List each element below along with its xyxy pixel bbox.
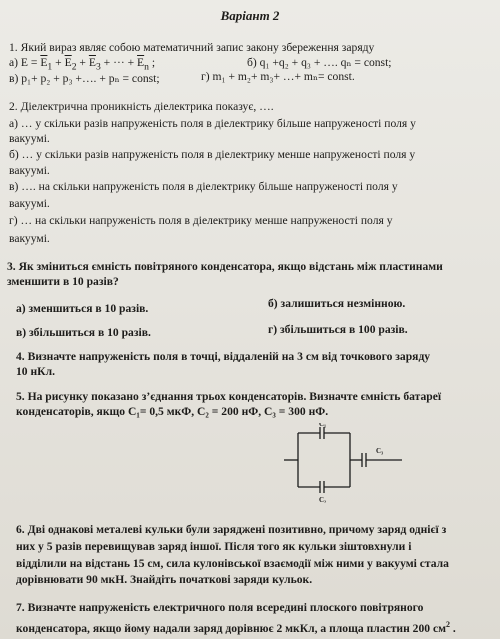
q1-a-dots: + ··· +	[100, 56, 138, 69]
q1-a-term-3: $\overline{E}$	[88, 56, 96, 69]
q3-option-b: б) залишиться незмінною.	[268, 297, 406, 310]
q1-a-sep-2: +	[76, 56, 89, 69]
q2-line-1: а) … у скільки разів напруженість поля в діелектрику більше напруженості поля у	[9, 117, 416, 130]
capacitor-circuit-diagram	[280, 423, 410, 503]
q2-line-7: г) … на скільки напруженість поля в діелектрику менше напруженості поля у	[9, 214, 393, 227]
q2-line-4: вакуумі.	[9, 164, 50, 177]
q1-option-d: г) m₁ + m₂+ m₃+ …+ mₙ= const.	[201, 70, 355, 83]
q6-line-2: них у 5 разів перевищував заряд іншої. Після того як кульки зіштовхнули і	[16, 540, 412, 553]
q5-line-1: 5. На рисунку показано з’єднання трьох конденсаторів. Визначте ємність батареї	[16, 390, 442, 403]
q6-line-1: 6. Дві однакові металеві кульки були заряджені позитивно, причому заряд однієї з	[16, 523, 447, 536]
q1-a-term-2: $\overline{E}$	[64, 56, 72, 69]
q2-line-3: б) … у скільки разів напруженість поля в діелектрику менше напруженості поля у	[9, 148, 416, 161]
q7-line-1: 7. Визначте напруженість електричного поля всередині плоского повітряного	[16, 601, 424, 614]
q3-option-d: г) збільшиться в 100 разів.	[268, 323, 408, 336]
variant-title: Варіант 2	[220, 8, 280, 23]
q1-a-sub-n: n	[144, 61, 149, 73]
q1-option-b: б) q₁ +q₂ + q₃ + …. qₙ = const;	[247, 56, 392, 69]
q1-a-sub-1: 1	[47, 61, 53, 73]
q7-superscript: 2	[446, 620, 450, 629]
q2-line-2: вакуумі.	[9, 132, 50, 145]
q7-line-2-end: .	[450, 621, 456, 635]
q3-option-c: в) збільшиться в 10 разів.	[16, 326, 151, 339]
q5-line-2: конденсаторів, якщо C₁= 0,5 мкФ, C₂ = 200 нФ, C₃ = 300 нФ.	[16, 405, 329, 418]
q2-line-5: в) …. на скільки напруженість поля в діелектрику більше напруженості поля у	[9, 180, 398, 193]
q2-text: 2. Діелектрична проникність діелектрика показує, ….	[9, 100, 274, 113]
q1-a-sub-2: 2	[71, 61, 77, 73]
q1-a-sep-1: +	[52, 56, 65, 69]
q7-line-2	[16, 618, 456, 636]
q1-a-end: ;	[148, 56, 156, 69]
q1-a-term-1: $\overline{E}$	[40, 56, 48, 69]
q3-line-2: зменшити в 10 разів?	[7, 275, 119, 288]
q6-line-3: відділили на відстань 15 см, сила кулонівської взаємодії між ними у вакуумі стала	[16, 557, 449, 570]
q1-a-sub-3: 3	[95, 61, 101, 73]
label-c1: C₁	[319, 423, 327, 428]
q1-option-c: в) p₁+ p₂ + p₃ +…. + pₙ = const;	[9, 72, 160, 85]
q2-line-6: вакуумі.	[9, 197, 50, 210]
q1-a-term-n: $\overline{E}$	[137, 56, 145, 69]
q1-a-prefix: а) E =	[9, 56, 41, 69]
q7-line-2-text: конденсатора, якщо йому надали заряд дорівнює 2 мкКл, а площа пластин 200 см	[16, 621, 446, 635]
q6-line-4: дорівнювати 90 мкН. Знайдіть початкові заряди кульок.	[16, 573, 313, 586]
label-c3: C₃	[376, 447, 384, 455]
q3-line-1: 3. Як зміниться ємність повітряного конденсатора, якщо відстань між пластинами	[7, 260, 443, 273]
q3-option-a: а) зменшиться в 10 разів.	[16, 302, 149, 315]
label-c2: C₂	[319, 496, 327, 503]
q4-line-2: 10 нКл.	[16, 365, 55, 378]
q1-text: 1. Який вираз являє собою математичний запис закону збереження заряду	[9, 41, 375, 54]
q2-line-8: вакуумі.	[9, 232, 50, 245]
q4-line-1: 4. Визначте напруженість поля в точці, віддаленій на 3 см від точкового заряду	[16, 350, 431, 363]
